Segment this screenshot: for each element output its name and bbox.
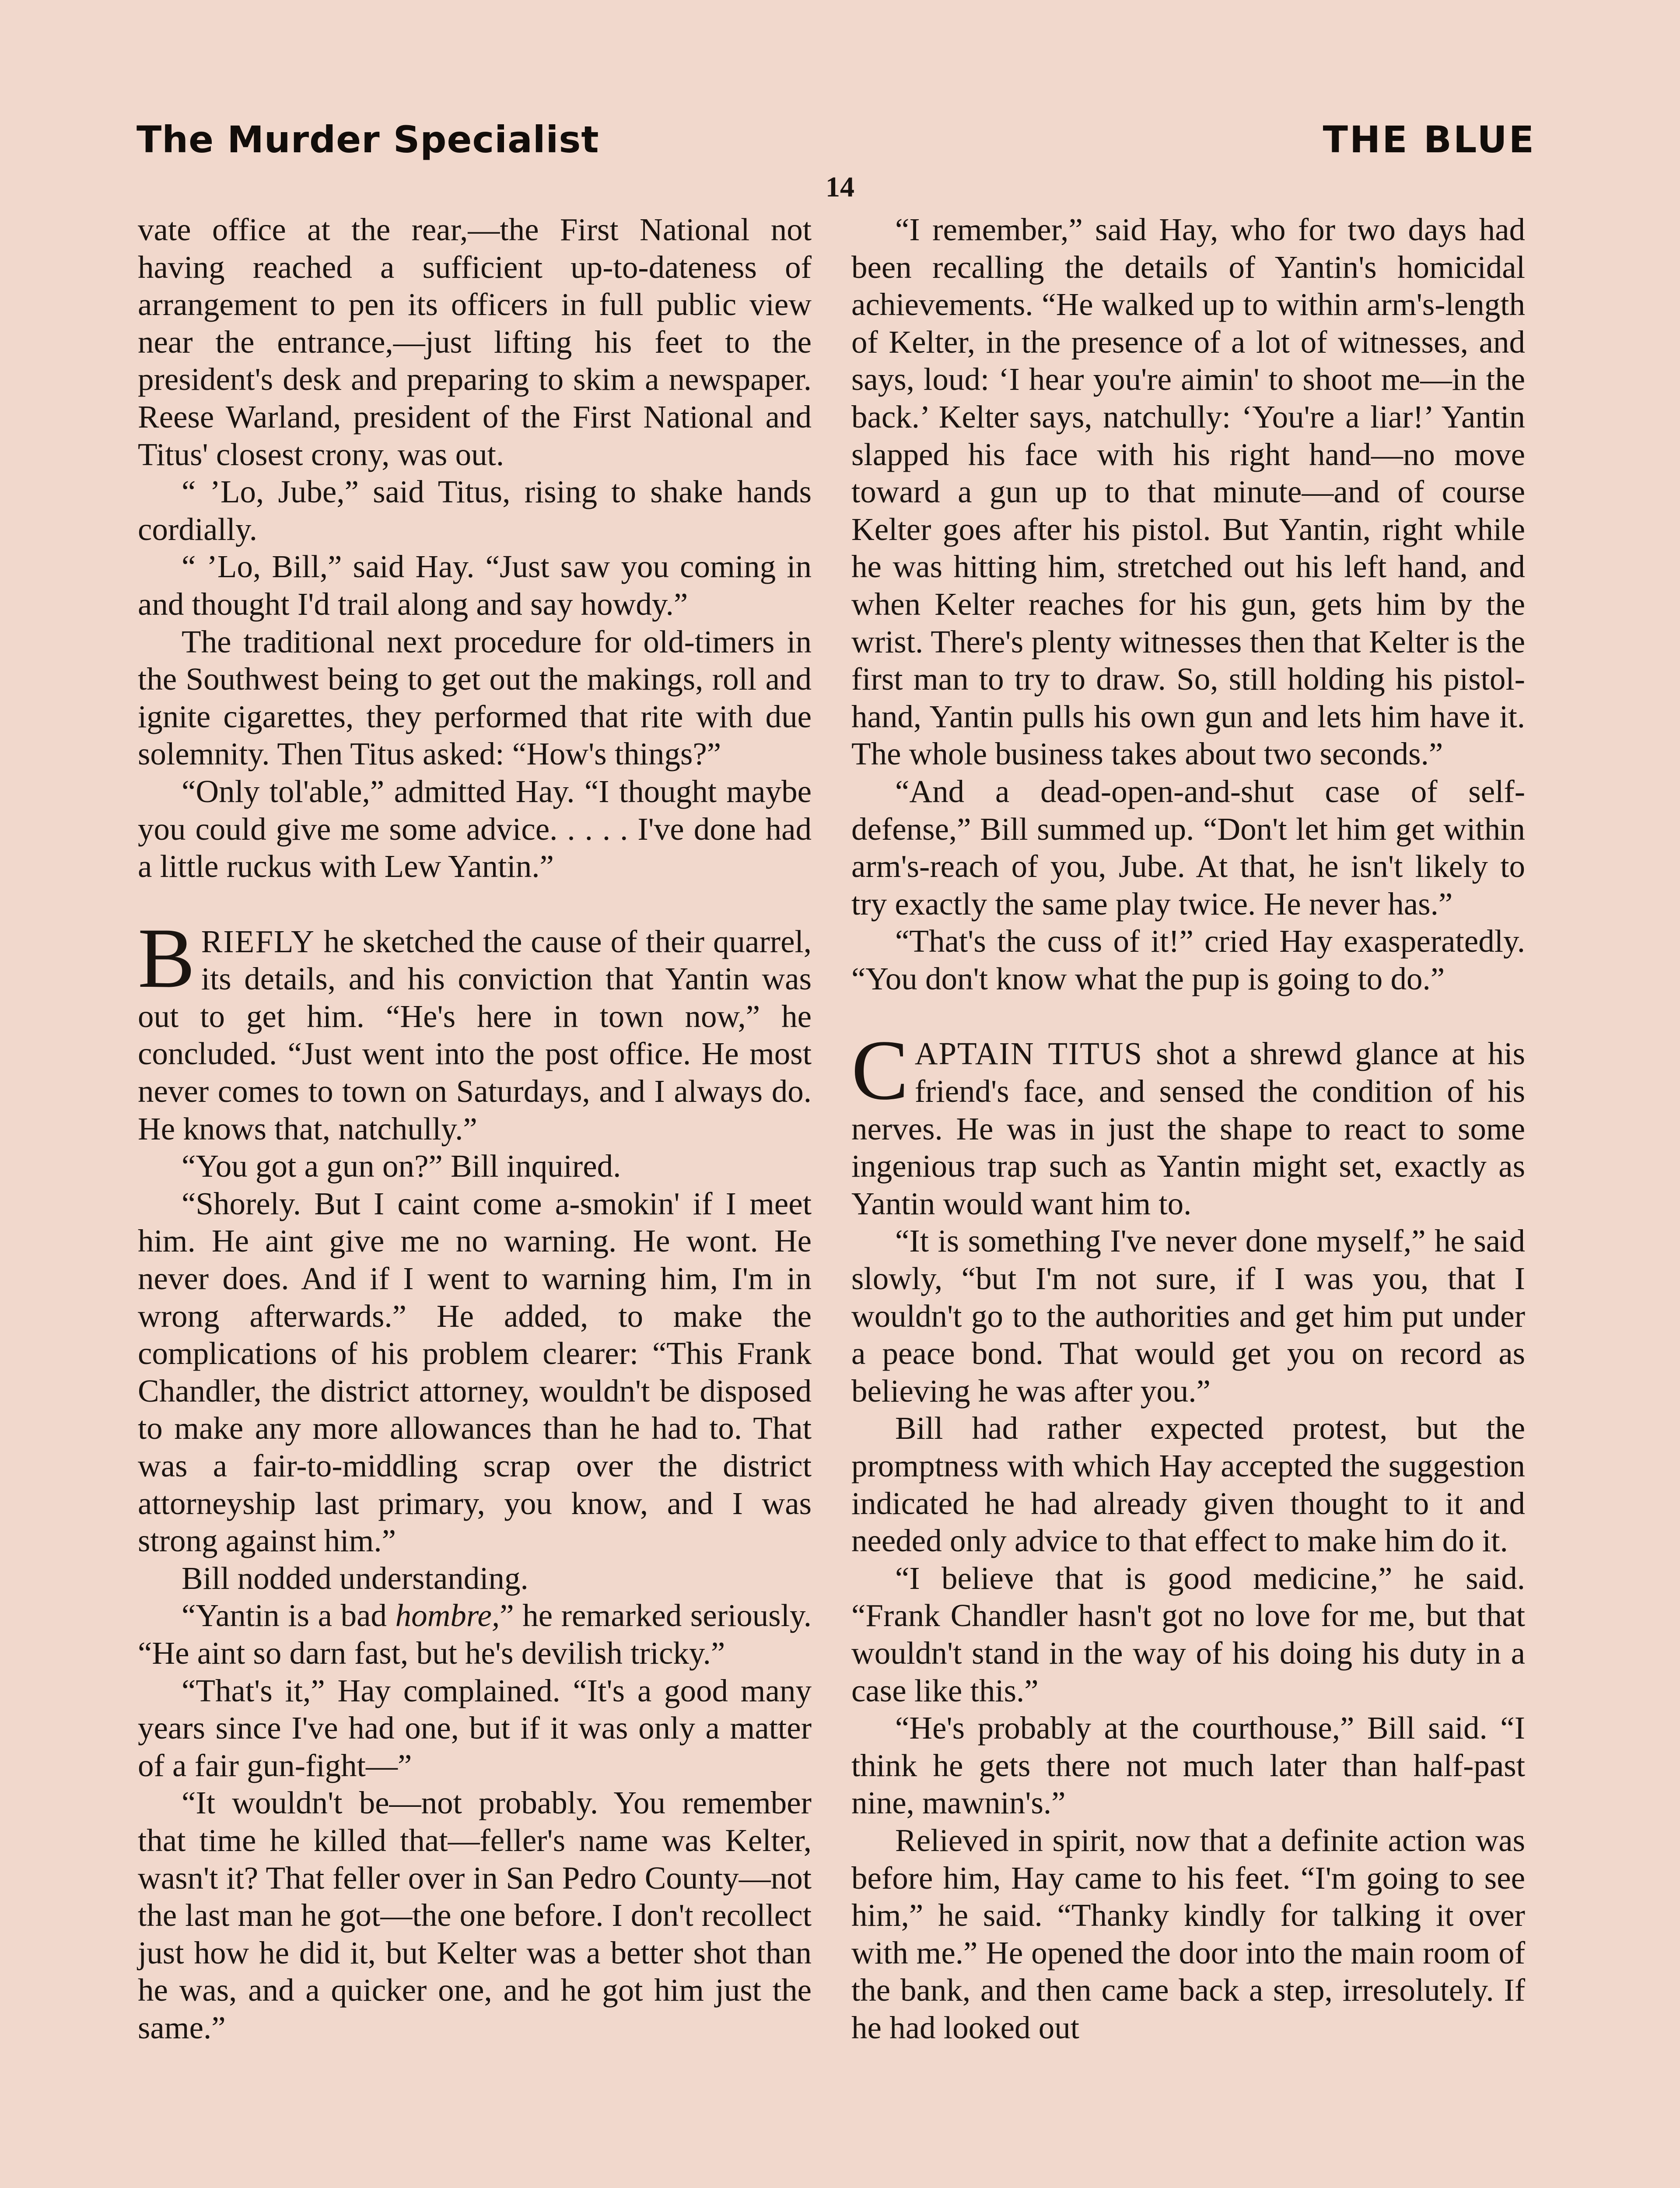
- paragraph: “ ’Lo, Bill,” said Hay. “Just saw you coming in and thought I'd trail along and say howdy.”: [138, 549, 812, 622]
- paragraph: “It is something I've never done myself,” he said slowly, “but I'm not sure, if I was you, that I wouldn't go to the authorities and get him put under a peace bond. That would get you on record as believing he was after you.”: [851, 1223, 1525, 1409]
- running-header: [136, 118, 1536, 166]
- left-column: [138, 211, 812, 2047]
- paragraph: “He's probably at the courthouse,” Bill said. “I think he gets there not much later than half-past nine, mawnin's.”: [851, 1710, 1525, 1821]
- paragraph: Relieved in spirit, now that a definite action was before him, Hay came to his feet. “I'm going to see him,” he said. “Thanky kindly for talking it over with me.” He opened the door into the main room of the bank, and then came back a step, irresolutely. If he had looked out: [851, 1822, 1525, 2045]
- section-paragraph: [138, 910, 812, 1148]
- paragraph-text: shot a shrewd glance at his friend's face, and sensed the condition of his nerves. He was in just the shape to react to some ingenious trap such as Yantin might set, exactly as Yantin would want him to.: [851, 1036, 1525, 1221]
- paragraph: “Only tol'able,” admitted Hay. “I thought maybe you could give me some advice. . . . . I've done had a little ruckus with Lew Yantin.”: [138, 773, 812, 884]
- right-column: [851, 211, 1525, 2047]
- magazine-name: THE BLUE: [1323, 118, 1536, 161]
- paragraph: Bill nodded understanding.: [182, 1560, 528, 1596]
- small-caps-lead: APTAIN TITUS: [914, 1036, 1143, 1072]
- paragraph: vate office at the rear,—the First National not having reached a sufficient up-to-dateness of arrangement to pen its officers in full public view near the entrance,—just lifting his feet to the president's desk and preparing to skim a newspaper. Reese Warland, president of the First National and Titus' closest crony, was out.: [138, 212, 812, 472]
- paragraph: “ ’Lo, Jube,” said Titus, rising to shake hands cordially.: [138, 474, 812, 547]
- paragraph: “I remember,” said Hay, who for two days had been recalling the details of Yantin's homicidal achievements. “He walked up to within arm's-length of Kelter, in the presence of a lot of witnesses, and says, loud: ‘I hear you're aimin' to shoot me—in the back.’ Kelter says, natchully: ‘You're a liar!’ Yantin slapped his face with his right hand—no move toward a gun up to that minute—and of course Kelter goes after his pistol. But Yantin, right while he was hitting him, stretched out his left hand, and when Kelter reaches for his gun, gets him by the wrist. There's plenty witnesses then that Kelter is the first man to try to draw. So, still holding his pistol-hand, Yantin pulls his own gun and lets him have it. The whole business takes about two seconds.”: [851, 212, 1525, 772]
- story-title: The Murder Specialist: [136, 118, 599, 161]
- paragraph: “Shorely. But I caint come a-smokin' if I meet him. He aint give me no warning. He wont. He never does. And if I went to warning him, I'm in wrong afterwards.” He added, to make the complications of his problem clearer: “This Frank Chandler, the district attorney, wouldn't be disposed to make any more allowances than he had to. That was a fair-to-middling scrap over the district attorneyship last primary, you know, and I was strong against him.”: [138, 1185, 812, 1559]
- paragraph: “That's it,” Hay complained. “It's a good many years since I've had one, but if it was only a matter of a fair gun-fight—”: [138, 1673, 812, 1783]
- page-number: 14: [826, 171, 854, 203]
- paragraph: “That's the cuss of it!” cried Hay exasperatedly. “You don't know what the pup is going to do.”: [851, 923, 1525, 996]
- paragraph-text: “Yantin is a bad: [182, 1598, 396, 1634]
- paragraph-text: ” he remarked seriously. “He aint so darn fast, but he's devilish tricky.”: [138, 1598, 812, 1671]
- drop-cap: C: [851, 1023, 909, 1118]
- paragraph: Bill had rather expected protest, but the promptness with which Hay accepted the suggestion indicated he had already given thought to it and needed only advice to that effect to make him do it.: [851, 1410, 1525, 1559]
- paragraph: [138, 1597, 812, 1672]
- section-paragraph: [851, 1023, 1525, 1222]
- paragraph: “It wouldn't be—not probably. You remember that time he killed that—feller's name was Kelter, wasn't it? That feller over in San Pedro County—not the last man he got—the one before. I don't recollect just how he did it, but Kelter was a better shot than he was, and a quicker one, and he got him just the same.”: [138, 1785, 812, 2045]
- paragraph: “And a dead-open-and-shut case of self-defense,” Bill summed up. “Don't let him get within arm's-reach of you, Jube. At that, he isn't likely to try exactly the same play twice. He never has.”: [851, 773, 1525, 922]
- drop-cap: B: [138, 910, 195, 1006]
- paragraph: “I believe that is good medicine,” he said. “Frank Chandler hasn't got no love for me, but that wouldn't stand in the way of his doing his duty in a case like this.”: [851, 1560, 1525, 1708]
- paragraph: The traditional next procedure for old-timers in the Southwest being to get out the makings, roll and ignite cigarettes, they performed that rite with due solemnity. Then Titus asked: “How's things?”: [138, 624, 812, 772]
- paragraph: “You got a gun on?” Bill inquired.: [182, 1148, 621, 1184]
- small-caps-lead: RIEFLY: [201, 923, 315, 959]
- italic-word: hombre,: [395, 1598, 500, 1634]
- paragraph-text: he sketched the cause of their quarrel, its details, and his conviction that Yantin was out to get him. “He's here in town now,” he concluded. “Just went into the post office. He most never comes to town on Saturdays, and I always do. He knows that, natchully.”: [138, 923, 812, 1147]
